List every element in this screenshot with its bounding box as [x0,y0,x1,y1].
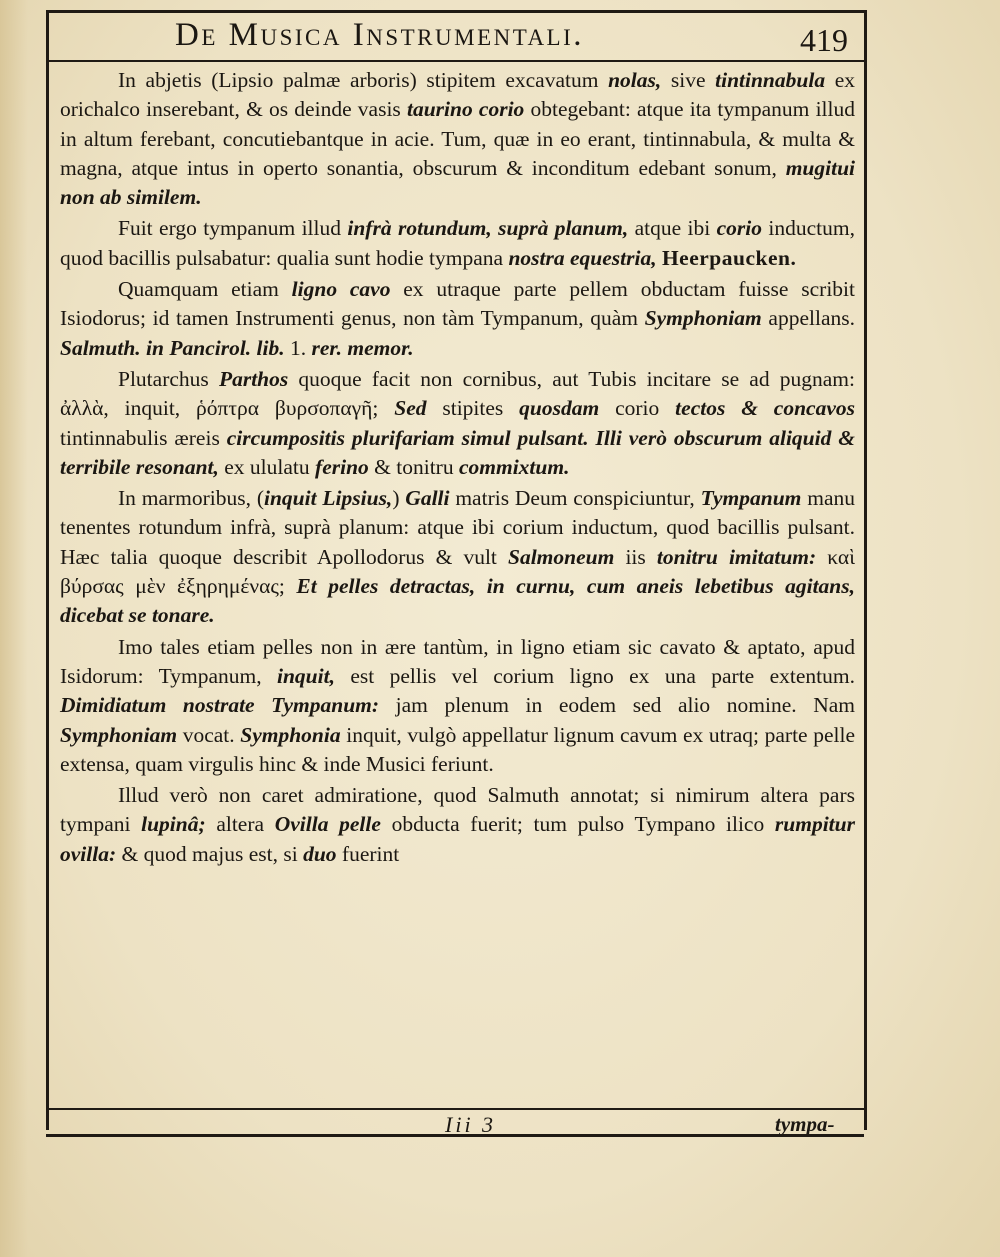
paragraph-5 [60,484,855,630]
paragraph-4 [60,365,855,482]
italic-run: Symphonia [240,722,341,747]
italic-run: tectos & concavos [675,396,855,421]
italic-run: commixtum. [458,454,570,479]
italic-run: inquit, [277,663,335,688]
top-rule [46,10,864,13]
italic-run: Ovilla pelle [274,812,381,837]
signature-mark: Iii 3 [445,1112,497,1137]
text-run: Fuit ergo tympanum illud [118,216,348,241]
footer-rule [46,1108,864,1110]
text-run: Quamquam etiam [118,277,292,302]
italic-run: Galli [405,486,450,511]
text-run: 1. [284,335,312,360]
text-run: jam plenum in eodem sed alio nomine. Nam [379,693,855,718]
italic-run: infrà rotundum, suprà planum, [347,216,629,241]
body-text [60,66,855,871]
italic-run: Salmoneum [508,544,615,569]
text-run: & quod majus est, si [116,841,304,866]
text-run: stipites [426,396,520,421]
text-run: & tonitru [368,454,459,479]
paragraph-7 [60,781,855,869]
italic-run: tintinnabula [715,68,826,92]
text-run: est pellis vel corium ligno ex una parte extentum. [334,663,855,688]
italic-run: Sed [394,396,427,421]
italic-run: ferino [315,454,369,479]
text-run: inquit, vulgò appellatur lignum cavum ex utraq; parte pelle extensa, quam virgulis hinc & inde Musici feriunt. [60,722,855,776]
text-run: ex orichalco inserebant, & os deinde vasis [60,68,855,122]
text-run: obtegebant: atque ita tympanum illud in altum ferebant, concutiebantque in acie. Tum, quæ in eo erant, tintinnabula, & multa & magna, atque intus in operto sonantia, obscurum & inconditum edebant sonum, [60,97,855,180]
paragraph-2 [60,214,855,273]
italic-run: mugitui non ab similem. [60,155,855,210]
italic-run: tonitru imitatum: [656,544,817,569]
paragraph-6 [60,633,855,779]
page-number: 419 [800,22,848,58]
text-run: Plutarchus [118,366,219,391]
italic-run: lupinâ; [141,812,206,837]
text-run: καὶ βύρσας μὲν ἐξηρημένας; [60,544,855,599]
text-run: atque ibi [628,216,717,241]
text-run: ex utraque parte pellem obductam fuisse scribit Isiodorus; id tamen Instrumenti genus, non tàm Tympanum, quàm [60,277,855,331]
italic-run: Et pelles detractas, in curnu, cum aneis lebetibus agitans, dicebat se tonare. [60,574,855,628]
text-run: Illud verò non caret admiratione, quod Salmuth annotat; si nimirum altera pars tympani [60,783,855,837]
text-run: In marmoribus, ( [118,486,264,511]
text-run: manu tenentes rotundum infrà, suprà planum: atque ibi corium inductum, quod bacillis pulsant. Hæc talia quoque describit Apollodorus & vult [60,486,855,569]
text-run: sive [661,68,716,92]
paragraph-3 [60,275,855,363]
italic-run: corio [716,216,763,241]
italic-run: nolas, [608,68,662,92]
text-run: Imo tales etiam pelles non in ære tantùm, in ligno etiam sic cavato & aptato, apud Isidorum: Tympanum, [60,634,855,688]
text-run: appellans. [761,306,855,331]
text-run: obducta fuerit; tum pulso Tympano ilico [380,812,775,837]
italic-run: circumpositis plurifariam simul pulsant. Illi verò obscurum aliquid & terribile resonant, [60,425,855,479]
text-run: ) [392,486,406,511]
italic-run: nostra equestria, [508,245,657,270]
italic-run: Parthos [218,366,289,391]
running-title: De Musica Instrumentali. [175,17,585,53]
text-run: tintinnabulis æreis [60,425,227,450]
italic-run: ligno cavo [291,277,391,302]
text-run: inductum, quod bacillis pulsabatur: qualia sunt hodie tympana [60,216,855,270]
italic-run: duo [303,841,337,866]
text-run: fuerint [336,841,400,866]
blackletter-run: Heerpaucken. [661,245,797,270]
italic-run: Symphoniam [60,722,178,747]
italic-run: Tympanum [700,486,802,511]
italic-run: rumpitur ovilla: [60,812,855,866]
catchword: tympa- [775,1112,835,1136]
text-run: In abjetis (Lipsio palmæ arboris) stipitem excavatum [118,68,609,92]
italic-run: rer. memor. [311,335,414,360]
paragraph-1 [60,66,855,212]
bottom-rule [46,1134,864,1137]
italic-run: Dimidiatum nostrate Tympanum: [60,693,380,718]
text-run: quoque facit non cornibus, aut Tubis incitare se ad pugnam: ἀλλὰ, inquit, ῥόπτρα βυρσοπαγῆ; [60,366,855,421]
text-run: vocat. [177,722,241,747]
italic-run: inquit Lipsius, [264,486,393,511]
italic-run: Salmuth. in Pancirol. lib. [60,335,285,360]
text-run: matris Deum conspiciuntur, [449,486,701,511]
header-rule [46,60,864,62]
page-edge-shadow [0,0,28,1257]
text-run: altera [205,812,275,837]
italic-run: Symphoniam [644,306,762,331]
text-run: iis [614,544,657,569]
text-run: ex ululatu [218,454,316,479]
text-run: corio [599,396,676,421]
italic-run: quosdam [519,396,600,421]
italic-run: taurino corio [407,97,525,122]
